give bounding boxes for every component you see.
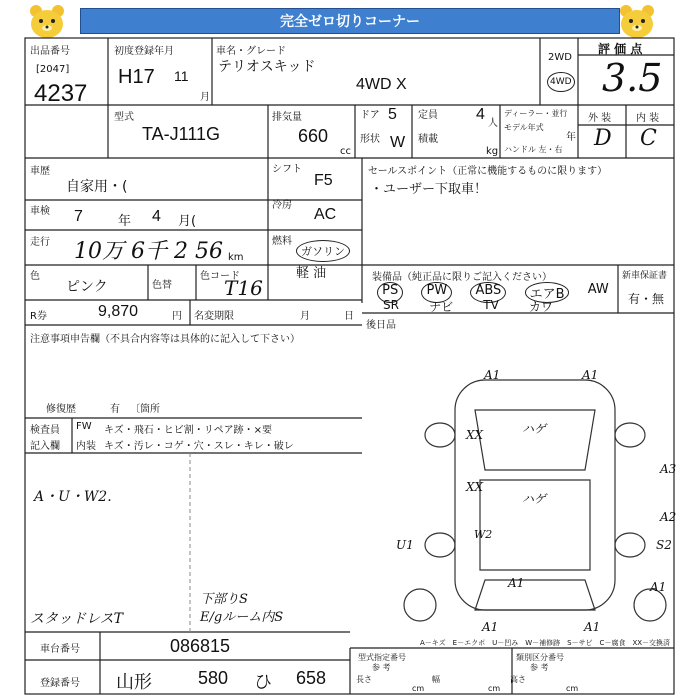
ac-label: 冷房 [272, 200, 292, 211]
insp-month-unit: 月( [178, 214, 197, 229]
mark-a1-top-left: A1 [484, 368, 501, 382]
plate-label: 登録番号 [40, 678, 80, 689]
fill-label: 記入欄 [30, 441, 60, 452]
fuel-diesel: 軽 油 [296, 266, 327, 281]
dealer-label: ディーラー・並行 [504, 109, 568, 118]
mileage-unit: km [228, 252, 244, 263]
chassis-label: 車台番号 [40, 644, 80, 655]
length-label: 長さ [356, 675, 372, 684]
color2-label: 色替 [152, 280, 172, 291]
banner-title: 完全ゼロ切りコーナー [80, 8, 620, 34]
mark-xx-front: XX [466, 428, 484, 442]
fuel-label: 燃料 [272, 236, 292, 247]
lot-number: 4237 [34, 80, 88, 107]
ext-label: 外 装 [588, 113, 612, 124]
sales-label: セールスポイント（正常に機能するものに限ります） [368, 166, 608, 177]
new-warranty: 有・無 [628, 292, 665, 306]
mark-xx-roof: XX [466, 480, 484, 494]
mark-w2: W2 [474, 528, 493, 541]
equip-sr: SR [383, 298, 400, 312]
equip-ps: PS [377, 282, 403, 303]
shape-label: 形状 [360, 134, 380, 145]
disp-unit: cc [340, 146, 351, 157]
note-hand-3: E/gルーム内S [200, 610, 284, 625]
mark-hage-hood: ハゲ [522, 422, 547, 436]
inspection-label: 車検 [30, 206, 50, 217]
usage: 自家用・( [66, 179, 128, 195]
plate-class: 580 [198, 668, 229, 688]
inspector-label: 検査員 [30, 425, 60, 436]
model-year-label: モデル年式 [504, 123, 544, 132]
mileage: 10万 6千 2 56 [74, 239, 223, 264]
mileage-label: 走行 [30, 237, 50, 248]
ext-grade: D [594, 126, 612, 151]
insp-month: 4 [152, 208, 161, 225]
model: TA-J111G [142, 124, 221, 144]
month-unit: 月 [300, 311, 310, 322]
cm-3: cm [566, 684, 579, 693]
recycle-unit: 円 [172, 311, 182, 322]
width-label: 幅 [432, 675, 440, 684]
equip-abs: ABS [470, 282, 506, 303]
fuel-gasoline: ガソリン [296, 240, 350, 262]
reg-label: 初度登録年月 [114, 46, 174, 57]
int-label: 内 装 [636, 113, 660, 124]
reg-month-unit: 月 [200, 92, 210, 103]
shape: W [390, 134, 406, 151]
ref2: 参 考 [530, 663, 549, 672]
ref1: 参 考 [372, 663, 391, 672]
recycle: 9,870 [98, 303, 139, 320]
fw-label: FW [76, 421, 92, 432]
note-hand-1: A・U・W2. [34, 489, 112, 505]
equip-navi: ナビ [429, 300, 454, 314]
int-items: キズ・汚レ・コゲ・穴・スレ・キレ・破レ [104, 441, 294, 452]
doors-label: ドア [360, 110, 380, 121]
equip-label: 装備品（純正品に限りご記入ください） [372, 272, 552, 283]
mark-u1: U1 [396, 538, 414, 552]
name-change-label: 名変期限 [194, 311, 234, 322]
notes-label: 注意事項申告欄（不具合内容等は具体的に記入して下さい） [30, 334, 300, 345]
cert2-label: 類別区分番号 [516, 653, 564, 662]
interior-label: 内装 [76, 441, 96, 452]
displacement: 660 [298, 126, 329, 146]
int-grade: C [640, 126, 657, 151]
shift: F5 [314, 172, 333, 189]
reg-year: H17 [118, 66, 155, 88]
drive-4wd: 4WD [547, 72, 575, 92]
insp-year-unit: 年 [118, 214, 132, 229]
mark-a3: A3 [660, 462, 677, 476]
mark-a1-rear: A1 [508, 576, 525, 590]
handle-label: ハンドル 左・右 [504, 145, 563, 154]
fw-items: キズ・飛石・ヒビ割・リペア跡・×要 [104, 425, 272, 436]
color-label: 色 [30, 271, 40, 282]
height-label: 高さ [510, 675, 526, 684]
mark-a1-top-right: A1 [582, 368, 599, 382]
capacity: 4 [476, 106, 485, 123]
insp-year: 7 [74, 208, 83, 225]
mark-s2: S2 [656, 538, 672, 552]
note-hand-4: スタッドレスT [30, 611, 123, 627]
grade: 4WD X [356, 76, 407, 93]
sales-point: ・ユーザー下取車！ [370, 182, 488, 197]
color-code: T16 [224, 276, 263, 300]
mark-a1-bottom-right: A1 [584, 620, 601, 634]
chassis-number: 086815 [170, 636, 231, 656]
note-hand-2: 下部りS [200, 592, 248, 607]
cm-2: cm [488, 684, 501, 693]
lot-label: 出品番号 [30, 46, 70, 57]
mark-a2: A2 [660, 510, 677, 524]
load-label: 積載 [418, 134, 438, 145]
disp-label: 排気量 [272, 112, 302, 123]
equip-airbag: エアB [525, 282, 570, 303]
car-name: テリオスキッド [218, 59, 316, 75]
recycle-label: R券 [30, 311, 47, 322]
mark-a1-right-rear: A1 [650, 580, 667, 594]
reg-month: 11 [174, 68, 189, 84]
equip-leather: カワ [528, 300, 553, 314]
grade-label: 評 価 点 [598, 42, 643, 56]
repair-has: 有 [110, 404, 120, 415]
equip-row2 [368, 298, 568, 315]
ac: AC [314, 206, 337, 223]
equip-pw: PW [421, 282, 452, 303]
usage-label: 車歴 [30, 166, 50, 177]
year-unit: 年 [566, 132, 576, 143]
plate-kana: ひ [254, 672, 272, 693]
repair-place: 〔箇所 [130, 404, 160, 415]
mark-a1-bottom-left: A1 [482, 620, 499, 634]
shift-label: シフト [272, 164, 302, 175]
repair-label: 修復歴 [46, 404, 76, 415]
capacity-unit: 人 [488, 118, 498, 129]
model-label: 型式 [114, 112, 134, 123]
later-label: 後日品 [366, 320, 396, 331]
color: ピンク [66, 279, 108, 295]
equip-tv: TV [483, 298, 499, 312]
cert1-label: 型式指定番号 [358, 653, 406, 662]
score: 3.5 [602, 56, 663, 100]
new-warranty-label: 新車保証書 [622, 271, 668, 281]
capacity-label: 定員 [418, 110, 438, 121]
lot-small: [2047] [36, 64, 70, 75]
plate-region: 山形 [116, 672, 152, 693]
day-unit: 日 [344, 311, 354, 322]
name-label: 車名・グレード [216, 46, 286, 57]
drive-2wd: 2WD [548, 52, 572, 63]
color-code-label: 色コード [200, 271, 240, 282]
plate-number: 658 [296, 668, 327, 688]
mark-hage-roof: ハゲ [522, 492, 547, 506]
cm-1: cm [412, 684, 425, 693]
doors: 5 [388, 106, 397, 123]
diagram-legend: A－キズ E－エクボ U－凹み W－補修跡 S－サビ C－腐食 XX－交換済 [420, 639, 671, 647]
equip-aw: AW [587, 282, 609, 297]
load-unit: kg [486, 146, 499, 157]
